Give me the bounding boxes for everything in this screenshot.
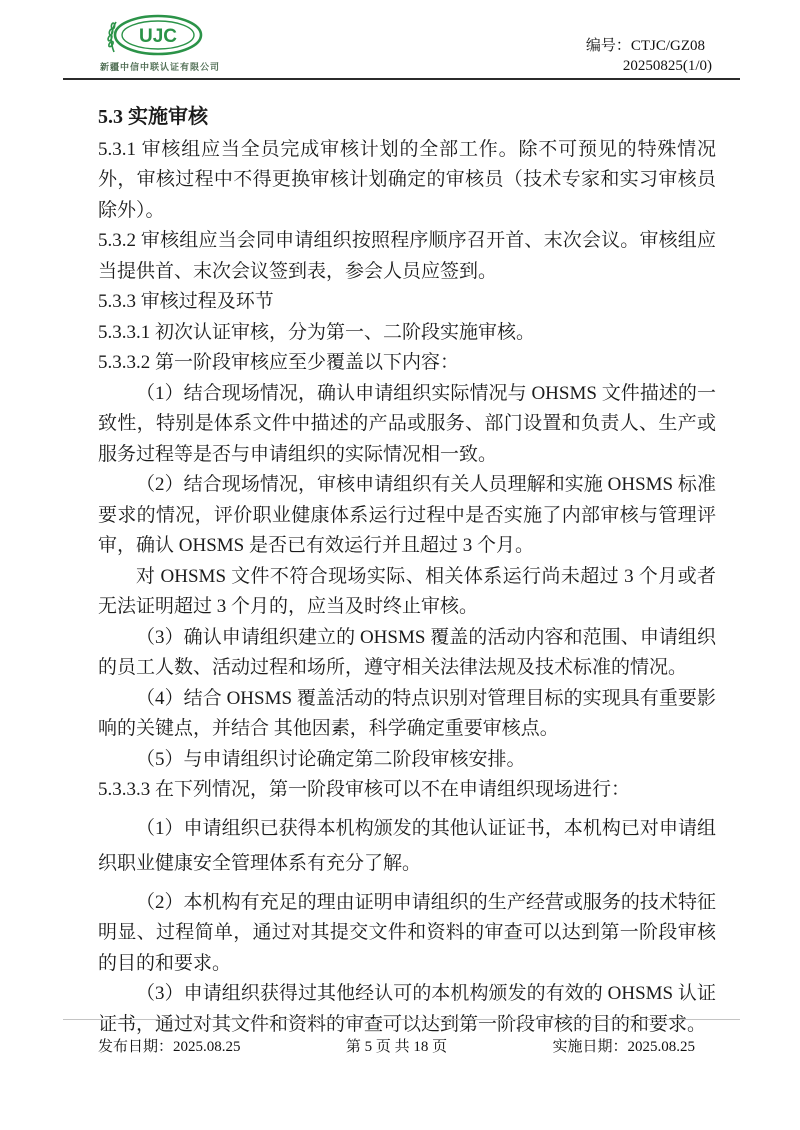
doc-number-version: 20250825(1/0) <box>622 58 712 74</box>
company-logo <box>100 14 230 73</box>
release-date: 发布日期：2025.08.25 <box>98 1039 241 1055</box>
paragraph: （1）申请组织已获得本机构颁发的其他认证证书，本机构已对申请组织职业健康安全管理体系有充分了解。 <box>98 817 716 874</box>
doc-number-code: 编号：CTJC/GZ08 <box>585 38 706 54</box>
paragraph: 5.3.3 审核过程及环节 <box>98 291 274 312</box>
paragraph: （2）结合现场情况，审核申请组织有关人员理解和实施 OHSMS 标准要求的情况，评价职业健康体系运行过程中是否实施了内部审核与管理评审，确认 OHSMS 是否已有效运行并且超过 3 个月。 <box>98 474 716 556</box>
company-name: 新疆中信中联认证有限公司 <box>100 62 221 72</box>
section-heading: 5.3 实施审核 <box>98 106 208 128</box>
doc-number <box>586 36 712 76</box>
logo-letters: UJC <box>138 26 178 47</box>
paragraph: 5.3.1 审核组应当全员完成审核计划的全部工作。除不可预见的特殊情况外，审核过程中不得更换审核计划确定的审核员（技术专家和实习审核员除外）。 <box>98 138 716 221</box>
paragraph: （5）与申请组织讨论确定第二阶段审核安排。 <box>136 748 526 770</box>
paragraph: （3）确认申请组织建立的 OHSMS 覆盖的活动内容和范围、申请组织的员工人数、活动过程和场所，遵守相关法律法规及技术标准的情况。 <box>98 626 716 678</box>
implementation-date: 实施日期：2025.08.25 <box>552 1039 695 1055</box>
paragraph: （1）结合现场情况，确认申请组织实际情况与 OHSMS 文件描述的一致性，特别是体系文件中描述的产品或服务、部门设置和负责人、生产或服务过程等是否与申请组织的实际情况相一致。 <box>98 382 716 465</box>
paragraph: 5.3.3.3 在下列情况，第一阶段审核可以不在申请组织现场进行： <box>98 779 631 800</box>
header-divider <box>63 78 740 80</box>
paragraph: 对 OHSMS 文件不符合现场实际、相关体系运行尚未超过 3 个月或者无法证明超过 3 个月的，应当及时终止审核。 <box>98 565 716 617</box>
paragraph: 5.3.3.2 第一阶段审核应至少覆盖以下内容： <box>98 352 460 373</box>
paragraph: （2）本机构有充足的理由证明申请组织的生产经营或服务的技术特征明显、过程简单，通过对其提交文件和资料的审查可以达到第一阶段审核的目的和要求。 <box>98 891 716 974</box>
paragraph: （3）申请组织获得过其他经认可的本机构颁发的有效的 OHSMS 认证证书，通过对其文件和资料的审查可以达到第一阶段审核的目的和要求。 <box>98 983 716 1035</box>
paragraph: （4）结合 OHSMS 覆盖活动的特点识别对管理目标的实现具有重要影响的关键点，并结合 其他因素，科学确定重要审核点。 <box>98 687 716 739</box>
page-number: 第 5 页 共 18 页 <box>345 1039 448 1055</box>
paragraph: 5.3.2 审核组应当会同申请组织按照程序顺序召开首、末次会议。审核组应当提供首、末次会议签到表，参会人员应签到。 <box>98 230 716 282</box>
page-footer <box>63 1019 740 1056</box>
document-body <box>98 102 716 1040</box>
ctjc-logo-icon <box>100 14 204 58</box>
paragraph: 5.3.3.1 初次认证审核，分为第一、二阶段实施审核。 <box>98 321 536 343</box>
